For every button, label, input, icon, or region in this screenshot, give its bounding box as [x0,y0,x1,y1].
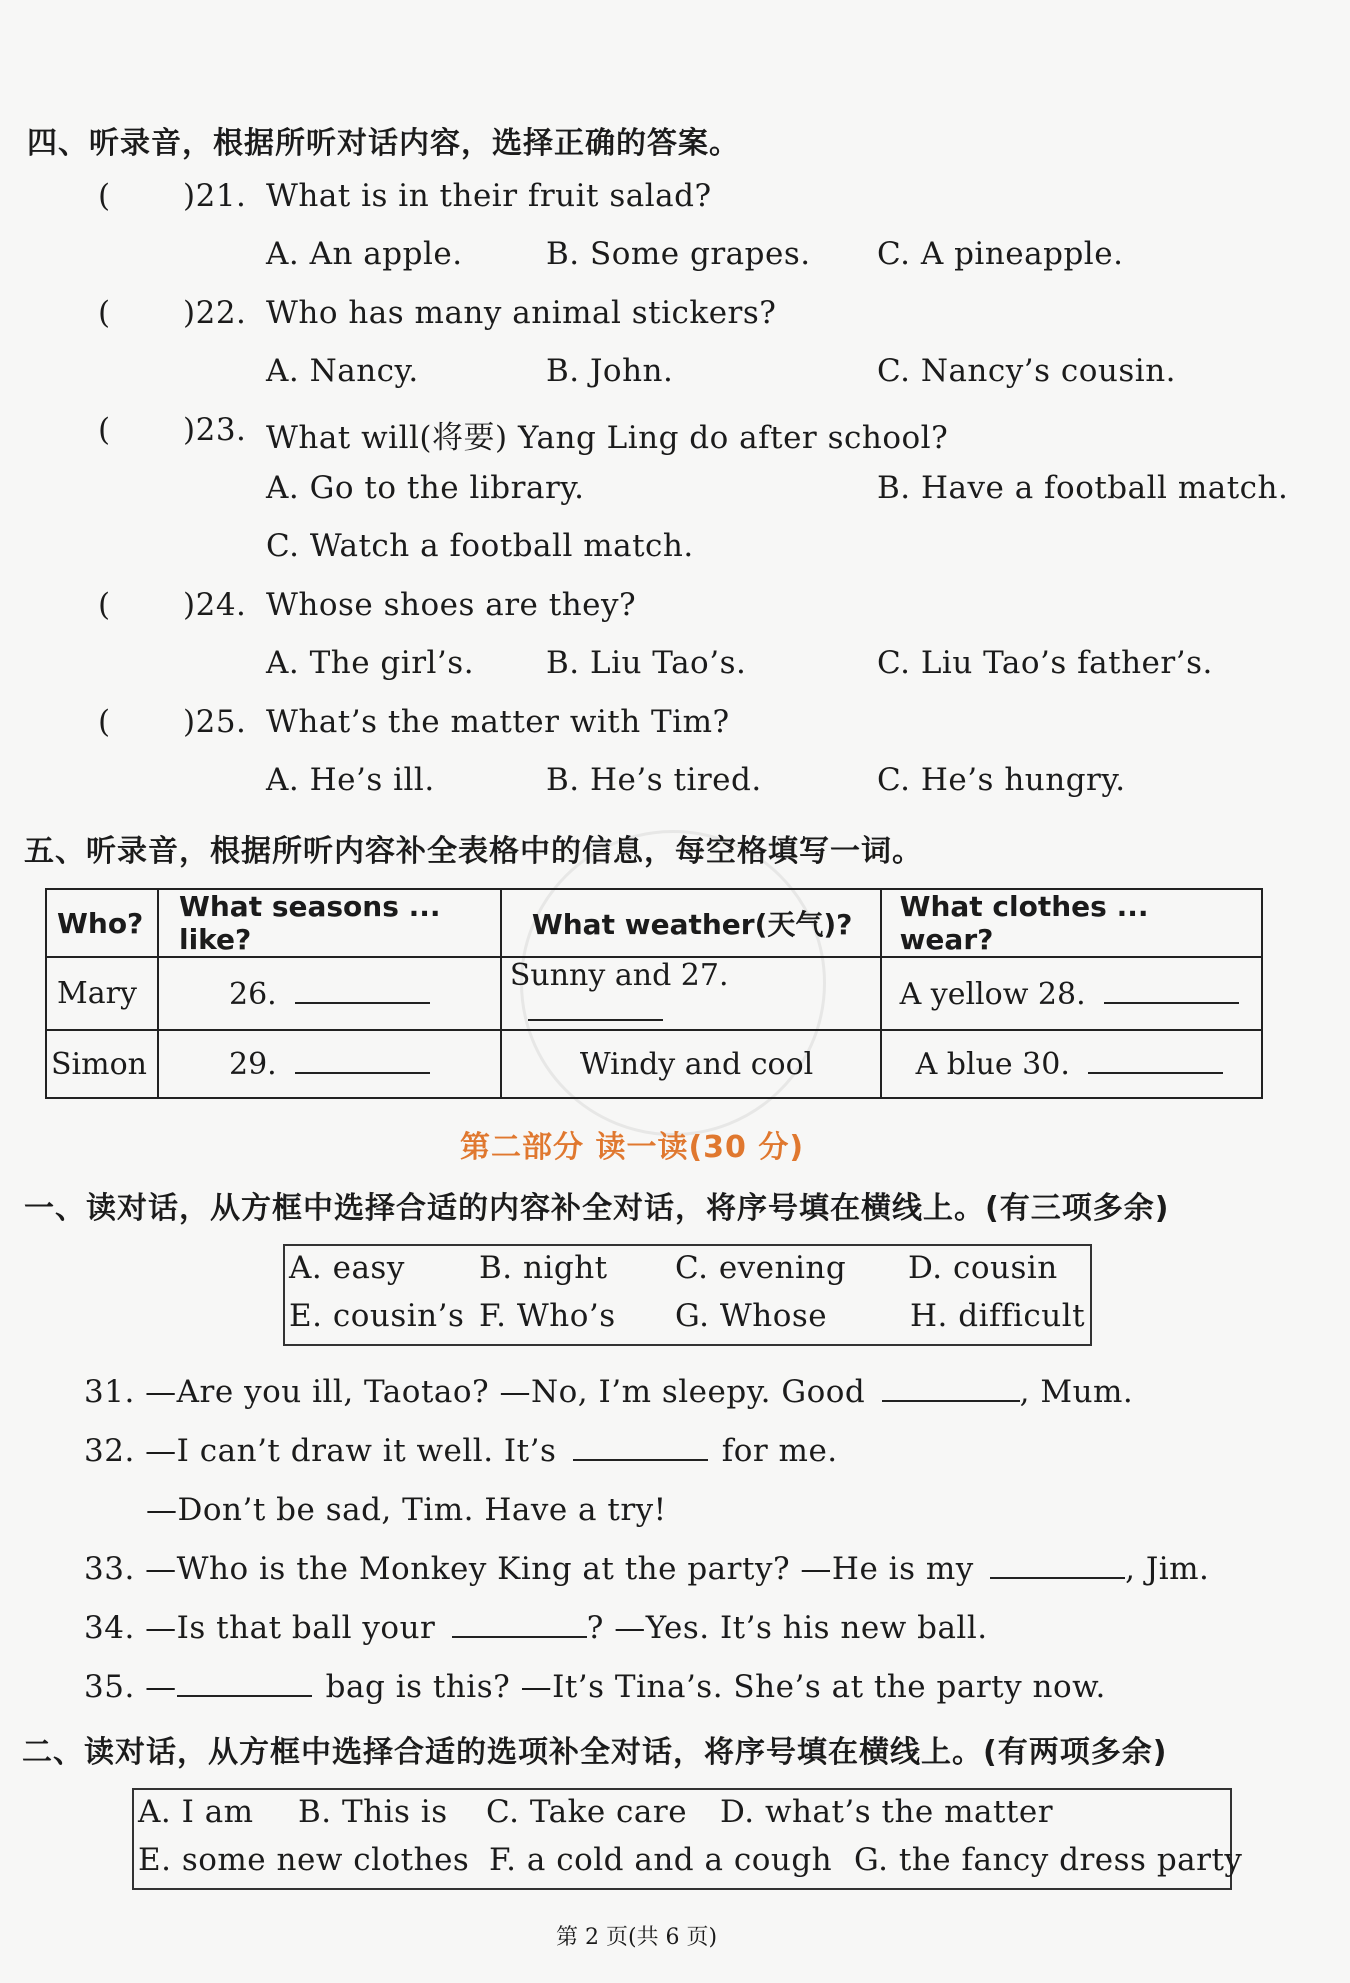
option-b[interactable]: B. John. [546,353,674,389]
column-header-who: Who? [46,889,158,957]
word-option: A. easy [289,1250,405,1286]
option-b[interactable]: B. Have a football match. [877,470,1289,506]
option-a[interactable]: A. Nancy. [266,353,419,389]
answer-paren[interactable]: ( [98,587,111,623]
option-b[interactable]: B. Liu Tao’s. [546,645,747,681]
blank-number: 26. [228,976,277,1012]
answer-paren[interactable]: ( [98,704,111,740]
item-text-after: bag is this? —It’s Tina’s. She’s at the party now. [325,1669,1106,1705]
item-text: —Don’t be sad, Tim. Have a try! [146,1492,667,1528]
answer-paren[interactable]: ( [98,412,111,448]
word-option: C. Take care [486,1794,688,1830]
word-option: D. cousin [908,1250,1058,1286]
word-option: C. evening [675,1250,847,1286]
cell-text: Windy and cool [501,1030,881,1098]
info-table [45,888,1263,1099]
cell-blank[interactable] [881,957,1262,1030]
item-text-after: , Mum. [1019,1374,1134,1410]
word-box-1 [283,1244,1092,1346]
word-option: G. Whose [675,1298,828,1334]
answer-blank[interactable] [990,1551,1125,1579]
option-b[interactable]: B. Some grapes. [546,236,811,272]
item-number: 32. [84,1433,135,1469]
word-option: F. a cold and a cough [489,1842,833,1878]
option-a[interactable]: A. An apple. [266,236,463,272]
question-text: What is in their fruit salad? [266,178,712,214]
word-option: B. This is [298,1794,448,1830]
question-text: Who has many animal stickers? [266,295,777,331]
word-option: H. difficult [910,1298,1086,1334]
answer-blank[interactable] [295,976,430,1004]
page-footer: 第 2 页(共 6 页) [556,1925,718,1950]
cell-name: Simon [46,1030,158,1098]
section-heading-reading-2: 二、读对话，从方框中选择合适的选项补全对话，将序号填在横线上。(有两项多余) [22,1735,1168,1770]
table-row [46,1030,1262,1098]
cell-blank[interactable] [501,957,881,1030]
word-option: G. the fancy dress party [854,1842,1243,1878]
question-number: )22. [183,295,247,331]
item-text-after: ? —Yes. It’s his new ball. [586,1610,988,1646]
option-a[interactable]: A. He’s ill. [266,762,435,798]
question-text: What’s the matter with Tim? [266,704,730,740]
word-box-2 [132,1788,1243,1890]
cell-blank[interactable] [881,1030,1262,1098]
cell-blank[interactable] [158,957,501,1030]
word-option: F. Who’s [479,1298,616,1334]
option-c[interactable]: C. Liu Tao’s father’s. [877,645,1213,681]
dialogue-item-31 [84,1374,1133,1410]
part-two-title: 第二部分 读一读(30 分) [460,1130,805,1165]
blank-prefix: A yellow 28. [899,976,1086,1012]
item-text: — [145,1669,177,1705]
dialogue-item-35 [84,1669,1106,1705]
item-text: —Who is the Monkey King at the party? —He is my [145,1551,974,1587]
option-a[interactable]: A. The girl’s. [266,645,475,681]
table-header-row [46,889,1262,957]
question-number: )21. [183,178,247,214]
table-row [46,957,1262,1030]
section-heading-listening-choice: 四、听录音，根据所听对话内容，选择正确的答案。 [27,126,740,161]
dialogue-item-33 [84,1551,1209,1587]
answer-blank[interactable] [452,1610,587,1638]
item-text: —Are you ill, Taotao? —No, I’m sleepy. Good [145,1374,866,1410]
item-number: 31. [84,1374,135,1410]
dialogue-item-32 [84,1433,838,1469]
section-heading-listening-table: 五、听录音，根据所听内容补全表格中的信息，每空格填写一词。 [24,834,923,869]
option-b[interactable]: B. He’s tired. [546,762,762,798]
question-number: )24. [183,587,247,623]
section-heading-reading-1: 一、读对话，从方框中选择合适的内容补全对话，将序号填在横线上。(有三项多余) [24,1191,1170,1226]
item-text: —Is that ball your [145,1610,436,1646]
column-header-weather: What weather(天气)? [501,889,881,957]
blank-prefix: A blue 30. [915,1047,1070,1082]
item-number: 34. [84,1610,135,1646]
answer-blank[interactable] [1104,976,1239,1004]
option-a[interactable]: A. Go to the library. [266,470,585,506]
column-header-seasons: What seasons ... like? [158,889,501,957]
question-text: What will(将要) Yang Ling do after school? [266,420,949,456]
word-option: D. what’s the matter [720,1794,1054,1830]
dialogue-item-34 [84,1610,988,1646]
column-header-clothes: What clothes ... wear? [881,889,1262,957]
answer-blank[interactable] [882,1374,1020,1402]
option-c[interactable]: C. Watch a football match. [266,528,694,564]
question-text: Whose shoes are they? [266,587,637,623]
cell-blank[interactable] [158,1030,501,1098]
answer-paren[interactable]: ( [98,295,111,331]
answer-blank[interactable] [295,1046,430,1074]
dialogue-item-32-reply [146,1492,667,1528]
word-option: E. cousin’s [289,1298,465,1334]
blank-number: 29. [228,1047,277,1082]
answer-paren[interactable]: ( [98,178,111,214]
option-c[interactable]: C. A pineapple. [877,236,1124,272]
question-number: )25. [183,704,247,740]
item-number: 35. [84,1669,135,1705]
item-text-after: for me. [721,1433,838,1469]
item-number: 33. [84,1551,135,1587]
answer-blank[interactable] [1088,1046,1223,1074]
item-text: —I can’t draw it well. It’s [145,1433,557,1469]
cell-name: Mary [46,957,158,1030]
word-option: B. night [479,1250,608,1286]
answer-blank[interactable] [573,1433,708,1461]
question-number: )23. [183,412,247,448]
item-text-after: , Jim. [1125,1551,1210,1587]
answer-blank[interactable] [528,993,663,1021]
word-option: E. some new clothes [138,1842,470,1878]
answer-blank[interactable] [177,1669,312,1697]
word-option: A. I am [138,1794,254,1830]
blank-prefix: Sunny and 27. [509,958,729,993]
option-c[interactable]: C. Nancy’s cousin. [877,353,1177,389]
option-c[interactable]: C. He’s hungry. [877,762,1126,798]
